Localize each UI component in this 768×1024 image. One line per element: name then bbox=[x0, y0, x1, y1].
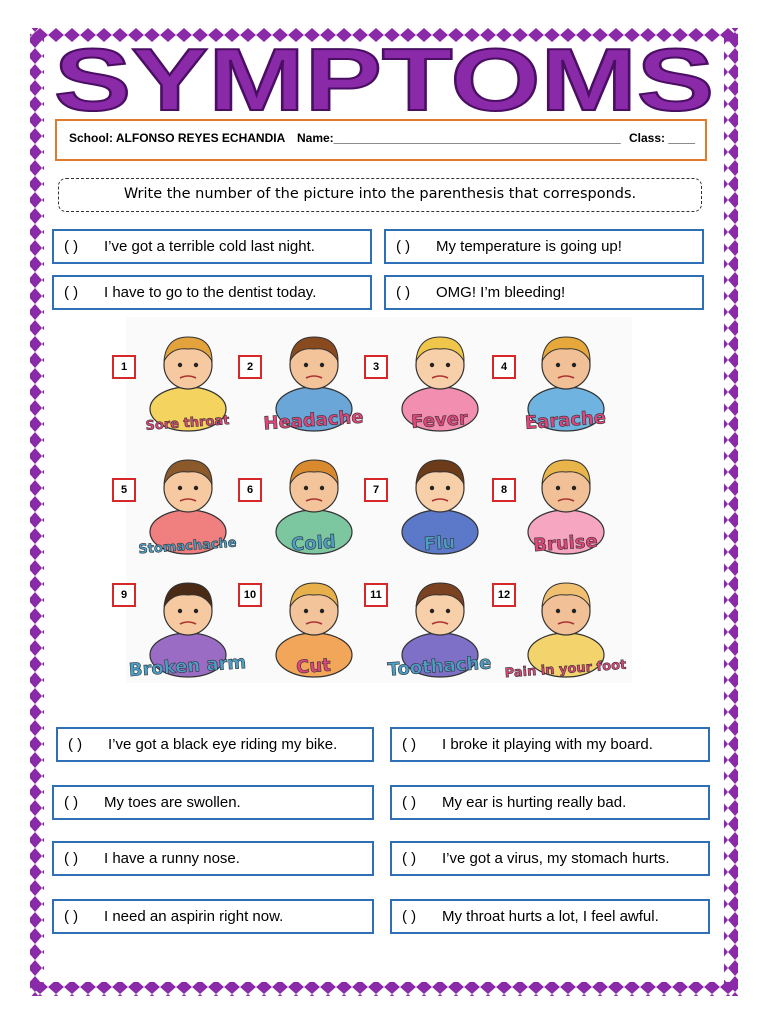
answer-paren[interactable]: ( ) bbox=[402, 908, 417, 925]
name-field[interactable]: Name:___________________________________________ bbox=[297, 131, 621, 145]
symptom-picture bbox=[372, 317, 501, 437]
picture-number: 7 bbox=[364, 478, 388, 502]
symptom-label: Toothache bbox=[386, 652, 493, 681]
symptom-label: Broken arm bbox=[128, 651, 247, 682]
symptom-label: Cut bbox=[295, 654, 332, 679]
sentence-box[interactable] bbox=[384, 229, 704, 264]
symptom-picture bbox=[246, 317, 375, 437]
symptom-label: Pain in your foot bbox=[504, 657, 627, 682]
symptom-label: Fever bbox=[410, 408, 469, 433]
instruction: Write the number of the picture into the parenthesis that corresponds. bbox=[58, 178, 702, 212]
sentence-text: I broke it playing with my board. bbox=[442, 736, 653, 753]
sentence-box[interactable] bbox=[52, 229, 372, 264]
symptom-picture-grid bbox=[120, 317, 632, 683]
sentence-text: OMG! I’m bleeding! bbox=[436, 284, 566, 301]
sentence-text: My throat hurts a lot, I feel awful. bbox=[442, 908, 659, 925]
sentence-box[interactable] bbox=[52, 841, 374, 876]
sentence-box[interactable] bbox=[52, 899, 374, 934]
picture-number: 2 bbox=[238, 355, 262, 379]
sentence-box[interactable] bbox=[52, 275, 372, 310]
symptom-label: Bruise bbox=[532, 530, 599, 557]
symptom-picture bbox=[243, 563, 375, 683]
picture-number: 1 bbox=[112, 355, 136, 379]
picture-number: 11 bbox=[364, 583, 388, 607]
symptom-picture bbox=[246, 440, 375, 560]
answer-paren[interactable]: ( ) bbox=[64, 794, 79, 811]
sentence-text: I’ve got a virus, my stomach hurts. bbox=[442, 850, 670, 867]
sentence-box[interactable] bbox=[384, 275, 704, 310]
symptom-picture bbox=[372, 440, 501, 560]
picture-number: 4 bbox=[492, 355, 516, 379]
sentence-text: My temperature is going up! bbox=[436, 238, 622, 255]
symptom-picture bbox=[120, 317, 249, 437]
answer-paren[interactable]: ( ) bbox=[64, 908, 79, 925]
symptom-label: Cold bbox=[290, 531, 337, 556]
symptom-label: Earache bbox=[524, 407, 607, 434]
picture-number: 12 bbox=[492, 583, 516, 607]
sentence-box[interactable] bbox=[390, 727, 710, 762]
picture-number: 6 bbox=[238, 478, 262, 502]
symptom-label: Headache bbox=[262, 406, 365, 435]
symptom-picture bbox=[120, 440, 249, 560]
sentence-box[interactable] bbox=[390, 785, 710, 820]
sentence-text: I’ve got a black eye riding my bike. bbox=[108, 736, 338, 753]
answer-paren[interactable]: ( ) bbox=[396, 238, 411, 255]
answer-paren[interactable]: ( ) bbox=[64, 284, 79, 301]
sentence-box[interactable] bbox=[52, 785, 374, 820]
symptom-picture bbox=[370, 563, 501, 683]
answer-paren[interactable]: ( ) bbox=[64, 850, 79, 867]
picture-number: 10 bbox=[238, 583, 262, 607]
sentence-text: I need an aspirin right now. bbox=[104, 908, 284, 925]
picture-number: 8 bbox=[492, 478, 516, 502]
symptom-label: Sore throat bbox=[145, 413, 230, 434]
picture-number: 5 bbox=[112, 478, 136, 502]
symptom-picture bbox=[497, 563, 627, 683]
picture-number: 9 bbox=[112, 583, 136, 607]
sentence-box[interactable] bbox=[56, 727, 374, 762]
sentence-text: I’ve got a terrible cold last night. bbox=[104, 238, 315, 255]
symptom-label: Stomachache bbox=[137, 535, 238, 558]
symptom-picture bbox=[500, 440, 627, 560]
answer-paren[interactable]: ( ) bbox=[396, 284, 411, 301]
class-field[interactable]: Class: ____ bbox=[629, 131, 696, 145]
answer-paren[interactable]: ( ) bbox=[402, 850, 417, 867]
sentence-text: I have a runny nose. bbox=[104, 850, 240, 867]
title-text: SYMPTOMS bbox=[54, 38, 714, 120]
student-info-box bbox=[55, 119, 707, 161]
picture-number: 3 bbox=[364, 355, 388, 379]
answer-paren[interactable]: ( ) bbox=[402, 794, 417, 811]
school-label: School: ALFONSO REYES ECHANDIA bbox=[69, 131, 286, 145]
sentence-box[interactable] bbox=[390, 899, 710, 934]
sentence-text: My ear is hurting really bad. bbox=[442, 794, 627, 811]
symptom-picture bbox=[500, 317, 627, 437]
symptom-label: Flu bbox=[423, 531, 456, 556]
sentence-text: I have to go to the dentist today. bbox=[104, 284, 317, 301]
page-title bbox=[30, 38, 738, 120]
sentence-text: My toes are swollen. bbox=[104, 794, 241, 811]
answer-paren[interactable]: ( ) bbox=[64, 238, 79, 255]
answer-paren[interactable]: ( ) bbox=[68, 736, 83, 753]
answer-paren[interactable]: ( ) bbox=[402, 736, 417, 753]
symptom-picture bbox=[120, 563, 249, 683]
sentence-box[interactable] bbox=[390, 841, 710, 876]
